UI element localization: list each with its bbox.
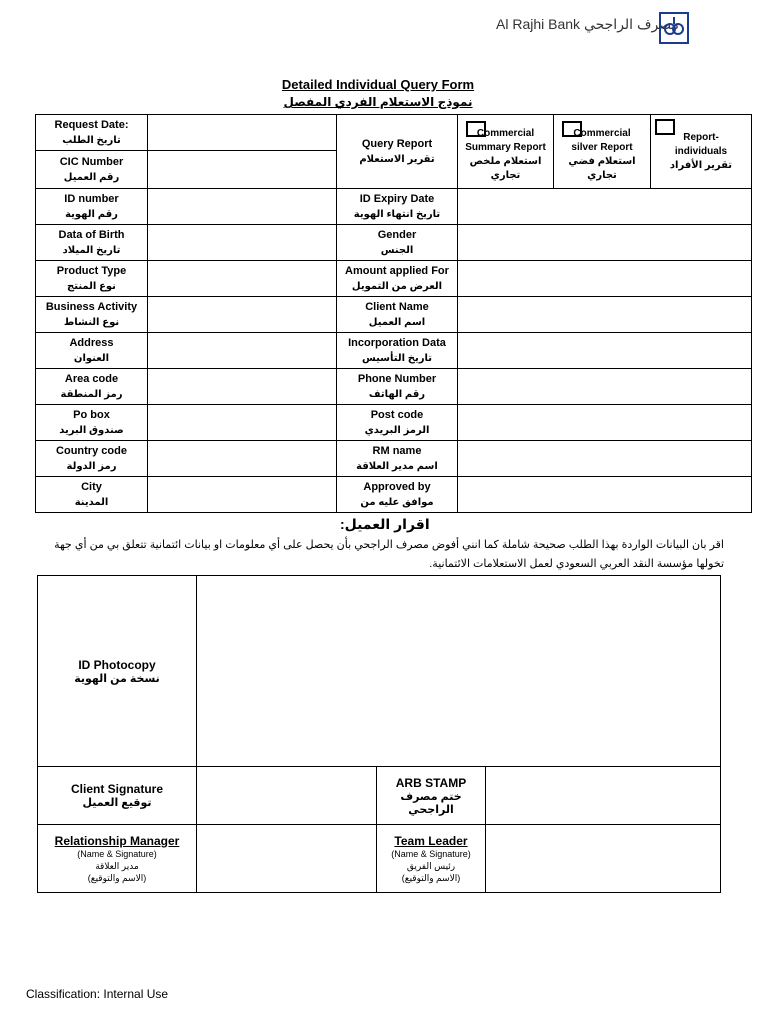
rm-name-field[interactable] [458,441,752,477]
relationship-manager-field[interactable] [197,825,377,893]
country-code-label: Country code رمز الدولة [36,441,148,477]
rm-name-label: RM name اسم مدير العلاقة [337,441,458,477]
business-activity-field[interactable] [148,297,337,333]
team-leader-label: Team Leader (Name & Signature) رئيس الفريق (الاسم والتوقيع) [377,825,486,893]
post-code-field[interactable] [458,405,752,441]
classification-label: Classification: Internal Use [26,987,169,1001]
country-code-field[interactable] [148,441,337,477]
amount-applied-label: Amount applied For العرض من التمويل [337,261,458,297]
commercial-summary-checkbox[interactable] [466,121,486,137]
request-date-label: Request Date: تاريخ الطلب [36,115,148,151]
request-date-field[interactable] [148,115,337,151]
incorporation-date-label: Incorporation Data تاريخ التأسيس [337,333,458,369]
team-leader-field[interactable] [486,825,721,893]
client-name-label: Client Name اسم العميل [337,297,458,333]
client-declaration-text: اقر بان البيانات الواردة بهذا الطلب صحيحة شاملة كما انني أفوض مصرف الراجحي بأن يحصل على أي معلومات او بيانات ائتمانية تتعلق بي من أي جهة تخولها مؤسسة النقد العربي السعودي لعمل الاستعلامات الائتمانية. [54,539,724,570]
arb-stamp-label: ARB STAMP ختم مصرف الراجحي [377,767,486,825]
city-label: City المدينة [36,477,148,513]
area-code-field[interactable] [148,369,337,405]
date-of-birth-label: Data of Birth تاريخ الميلاد [36,225,148,261]
id-expiry-date-label: ID Expiry Date تاريخ انتهاء الهوية [337,189,458,225]
arb-stamp-field[interactable] [486,767,721,825]
signature-table [37,575,721,893]
client-name-field[interactable] [458,297,752,333]
id-number-label: ID number رقم الهوية [36,189,148,225]
po-box-label: Po box صندوق البريد [36,405,148,441]
approved-by-label: Approved by موافق عليه من [337,477,458,513]
commercial-silver-checkbox[interactable] [562,121,582,137]
client-signature-field[interactable] [197,767,377,825]
approved-by-field[interactable] [458,477,752,513]
date-of-birth-field[interactable] [148,225,337,261]
form-title-en: Detailed Individual Query Form [281,77,475,92]
al-rajhi-bank-logo-icon [659,12,689,44]
phone-number-field[interactable] [458,369,752,405]
cic-number-label: CIC Number رقم العميل [36,151,148,189]
form-title-ar: نموذج الاستعلام الفردي المفصل [283,95,473,109]
incorporation-date-field[interactable] [458,333,752,369]
report-individuals-checkbox[interactable] [655,119,675,135]
relationship-manager-label: Relationship Manager (Name & Signature) مدير العلاقة (الاسم والتوقيع) [38,825,197,893]
id-expiry-date-field[interactable] [458,189,752,225]
query-report-label: Query Report تقرير الاستعلام [337,115,458,189]
gender-label: Gender الجنس [337,225,458,261]
option-commercial-silver[interactable]: Commercial silver Report استعلام فضي تجاري [554,115,651,189]
client-signature-label: Client Signature توقيع العميل [38,767,197,825]
option-commercial-summary[interactable]: Commercial Summary Report استعلام ملخص تجاري [458,115,554,189]
city-field[interactable] [148,477,337,513]
product-type-field[interactable] [148,261,337,297]
post-code-label: Post code الرمز البريدي [337,405,458,441]
amount-applied-field[interactable] [458,261,752,297]
po-box-field[interactable] [148,405,337,441]
address-field[interactable] [148,333,337,369]
product-type-label: Product Type نوع المنتج [36,261,148,297]
phone-number-label: Phone Number رقم الهاتف [337,369,458,405]
gender-field[interactable] [458,225,752,261]
id-photocopy-label: ID Photocopy نسخة من الهوية [38,576,197,767]
id-number-field[interactable] [148,189,337,225]
client-declaration-title: اقرار العميل: [340,516,430,532]
business-activity-label: Business Activity نوع النشاط [36,297,148,333]
address-label: Address العنوان [36,333,148,369]
query-form-table [35,114,752,513]
bank-name: Al Rajhi Bank مصرف الراجحي [496,16,679,32]
area-code-label: Area code رمز المنطقة [36,369,148,405]
id-photocopy-area[interactable] [197,576,721,767]
option-report-individuals[interactable]: Report- individuals تقرير الأفراد [651,115,752,189]
cic-number-field[interactable] [148,151,337,189]
